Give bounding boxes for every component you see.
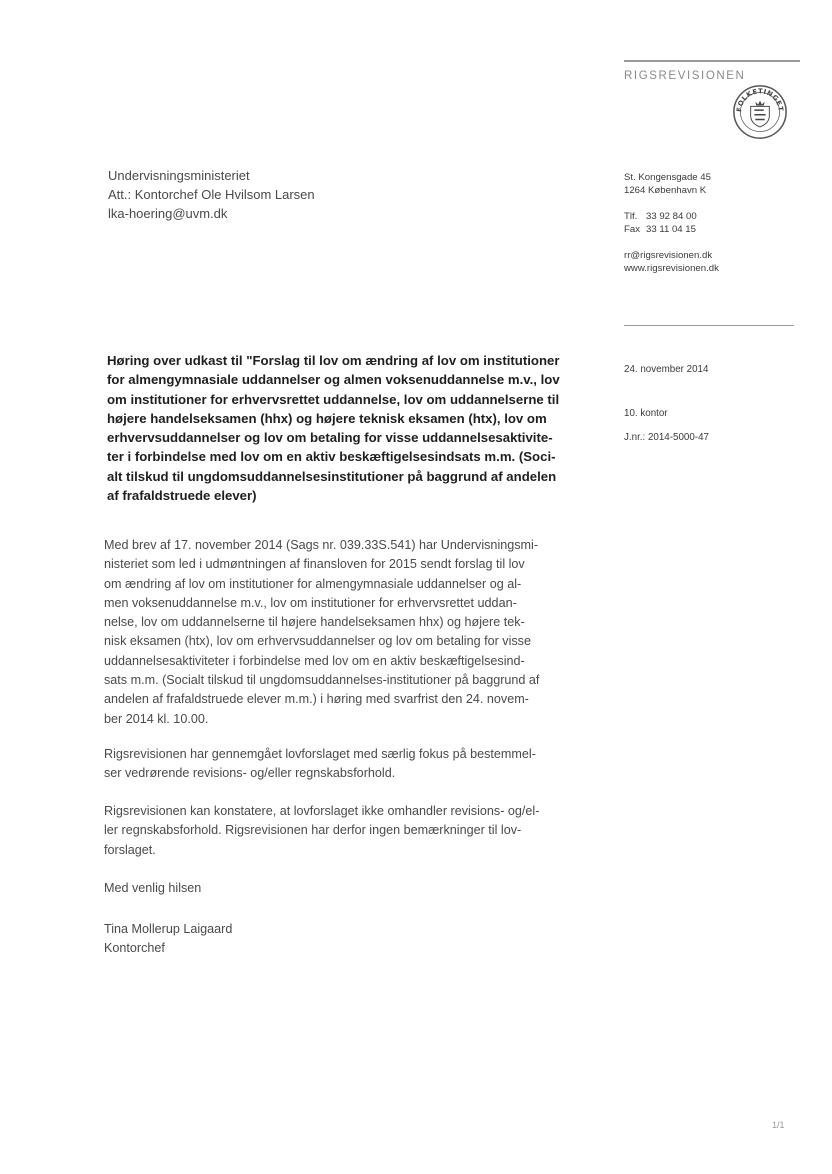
paragraph-line: uddannelsesaktiviteter i forbindelse med lov om en aktiv beskæftigelsesind- [104, 653, 525, 668]
paragraph-line: nelse, lov om uddannelserne til højere handelseksamen hhx) og højere tek- [104, 615, 525, 630]
phone-number: 33 92 84 00 [646, 211, 697, 222]
letter-meta [624, 364, 709, 444]
paragraph-line: forslaget. [104, 842, 156, 857]
sender-fax [624, 224, 719, 237]
folketinget-seal-icon [732, 84, 788, 140]
paragraph-2 [104, 745, 596, 784]
letter-date: 24. november 2014 [624, 364, 709, 375]
paragraph-3 [104, 802, 596, 860]
sender-street: St. Kongensgade 45 [624, 172, 711, 183]
brand-name: RIGSREVISIONEN [624, 70, 746, 82]
recipient-email: lka-hoering@uvm.dk [108, 206, 228, 221]
office: 10. kontor [624, 408, 668, 419]
subject-line: af frafaldstruede elever) [107, 488, 257, 504]
recipient-address [108, 166, 315, 223]
fax-label: Fax [624, 223, 640, 235]
sender-email: rr@rigsrevisionen.dk [624, 250, 713, 261]
subject-line: Høring over udkast til "Forslag til lov om ændring af lov om institutioner [107, 353, 560, 368]
subject-line: for almengymnasiale uddannelser og almen voksenuddannelse m.v., lov [107, 372, 560, 388]
closing-greeting: Med venlig hilsen [104, 881, 202, 895]
subject-line: om institutioner for erhvervsrettet uddannelse, lov om uddannelserne til [107, 391, 560, 407]
sender-contact [624, 172, 719, 275]
paragraph-line: ber 2014 kl. 10.00. [104, 711, 209, 726]
paragraph-line: sats m.m. (Socialt tilskud til ungdomsuddannelses-institutioner på baggrund af [104, 673, 540, 688]
subject-line: ter i forbindelse med lov om en aktiv beskæftigelsesindsats m.m. (Soci- [107, 449, 556, 465]
seal-text: FOLKETINGET [735, 87, 785, 113]
page-number: 1/1 [772, 1120, 785, 1130]
sender-website: www.rigsrevisionen.dk [624, 262, 719, 274]
recipient-line: Att.: Kontorchef Ole Hvilsom Larsen [108, 187, 315, 202]
subject-heading [107, 351, 597, 505]
subject-line: højere handelseksamen (hhx) og højere teknisk eksamen (htx), lov om [107, 410, 547, 426]
paragraph-line: Med brev af 17. november 2014 (Sags nr. 039.33S.541) har Undervisningsmi- [104, 538, 539, 552]
paragraph-1 [104, 536, 596, 729]
signatory-title: Kontorchef [104, 941, 165, 956]
paragraph-line: ler regnskabsforhold. Rigsrevisionen har derfor ingen bemærkninger til lov- [104, 823, 522, 838]
paragraph-line: om ændring af lov om institutioner for almengymnasiale uddannelser og al- [104, 576, 522, 591]
paragraph-line: Rigsrevisionen har gennemgået lovforslaget med særlig fokus på bestemmel- [104, 747, 536, 761]
sender-city: 1264 København K [624, 184, 707, 196]
fax-number: 33 11 04 15 [646, 223, 696, 235]
journal-number: J.nr.: 2014-5000-47 [624, 432, 709, 443]
phone-label: Tlf. [624, 211, 638, 222]
svg-text:FOLKETINGET [735, 87, 785, 112]
signatory-name: Tina Mollerup Laigaard [104, 922, 233, 936]
paragraph-line: nisteriet som led i udmøntningen af finansloven for 2015 sendt forslag til lov [104, 557, 525, 572]
paragraph-line: men voksenuddannelse m.v., lov om institutioner for erhvervsrettet uddan- [104, 595, 517, 610]
paragraph-line: nisk eksamen (htx), lov om erhvervsuddannelser og lov om betaling for visse [104, 634, 531, 649]
paragraph-line: Rigsrevisionen kan konstatere, at lovforslaget ikke omhandler revisions- og/el- [104, 804, 540, 818]
paragraph-line: ser vedrørende revisions- og/eller regnskabsforhold. [104, 766, 396, 781]
sender-phone [624, 211, 719, 224]
subject-line: alt tilskud til ungdomsuddannelsesinstitutioner på baggrund af andelen [107, 468, 557, 484]
signature-block [104, 920, 596, 959]
header-rule [624, 60, 800, 62]
subject-line: erhvervsuddannelser og lov om betaling for visse uddannelsesaktivite- [107, 430, 553, 446]
recipient-line: Undervisningsministeriet [108, 168, 250, 183]
meta-rule [624, 325, 794, 326]
paragraph-line: andelen af frafaldstruede elever m.m.) i høring med svarfrist den 24. novem- [104, 692, 529, 707]
